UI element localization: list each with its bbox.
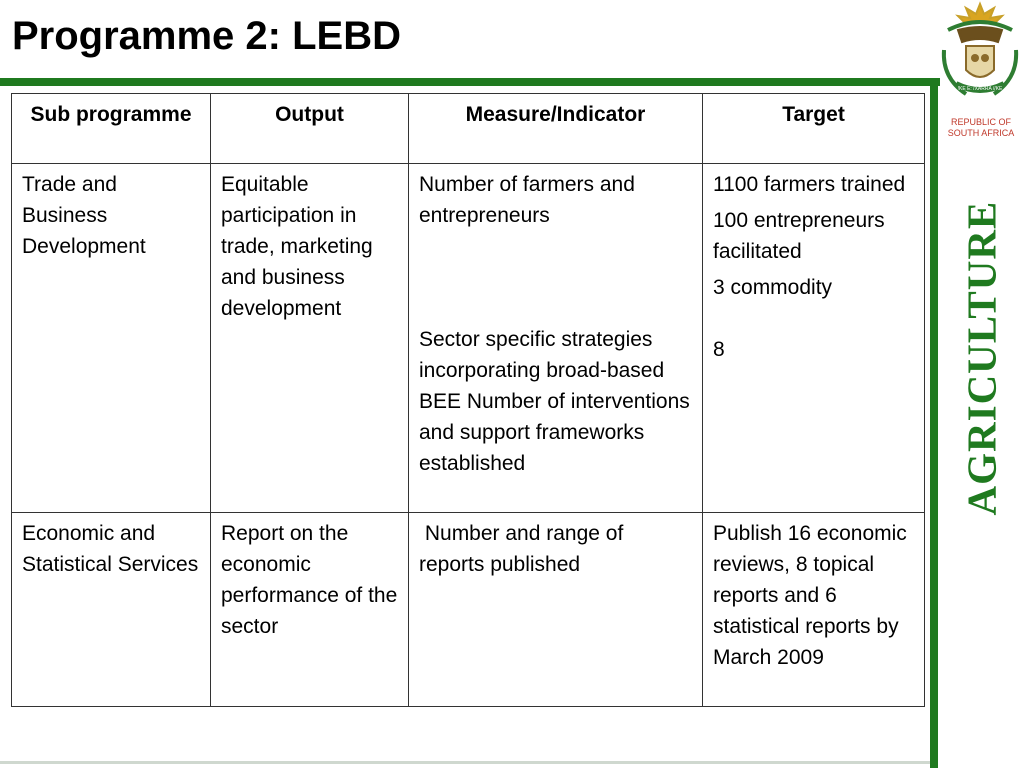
- cell-measure: Number and range of reports published: [409, 513, 703, 707]
- table-row: [12, 164, 925, 513]
- page-title: Programme 2: LEBD: [12, 14, 401, 58]
- cell-output: Equitable participation in trade, marketing and business development: [211, 164, 409, 513]
- table-header-row: [12, 94, 925, 164]
- cell-target: [703, 164, 925, 513]
- target-entrepreneurs: 100 entrepreneurs facilitated: [713, 209, 891, 263]
- table-row: [12, 513, 925, 707]
- target-commodity: 3 commodity: [713, 276, 833, 299]
- header-measure-indicator: Measure/Indicator: [409, 94, 703, 164]
- green-divider-vertical: [930, 78, 938, 768]
- target-interventions: 8: [713, 338, 725, 361]
- target-farmers: 1100 farmers trained: [713, 173, 906, 196]
- crest-caption-line2: SOUTH AFRICA: [947, 128, 1015, 138]
- lebd-table: [11, 93, 925, 707]
- coat-of-arms-icon: [936, 0, 1024, 104]
- cell-target: Publish 16 economic reviews, 8 topical reports and 6 statistical reports by March 2009: [703, 513, 925, 707]
- crest-caption: [938, 117, 1024, 139]
- cell-sub-programme: Economic and Statistical Services: [12, 513, 211, 707]
- agriculture-label: AGRICULTURE: [958, 200, 1005, 516]
- crest-motto: !KE E: /XARRA //KE: [957, 86, 1003, 92]
- cell-output: Report on the economic performance of the sector: [211, 513, 409, 707]
- crest-caption-line1: REPUBLIC OF: [950, 117, 1011, 127]
- header-target: Target: [703, 94, 925, 164]
- cell-sub-programme: Trade and Business Development: [12, 164, 211, 513]
- bottom-divider: [0, 761, 930, 764]
- measure-farmers: Number of farmers and entrepreneurs: [419, 173, 641, 227]
- header-output: Output: [211, 94, 409, 164]
- green-divider-horizontal: [0, 78, 940, 86]
- measure-strategies: Sector specific strategies incorporating broad-based BEE Number of interventions and support frameworks established: [419, 328, 696, 475]
- cell-measure: [409, 164, 703, 513]
- header-sub-programme: Sub programme: [12, 94, 211, 164]
